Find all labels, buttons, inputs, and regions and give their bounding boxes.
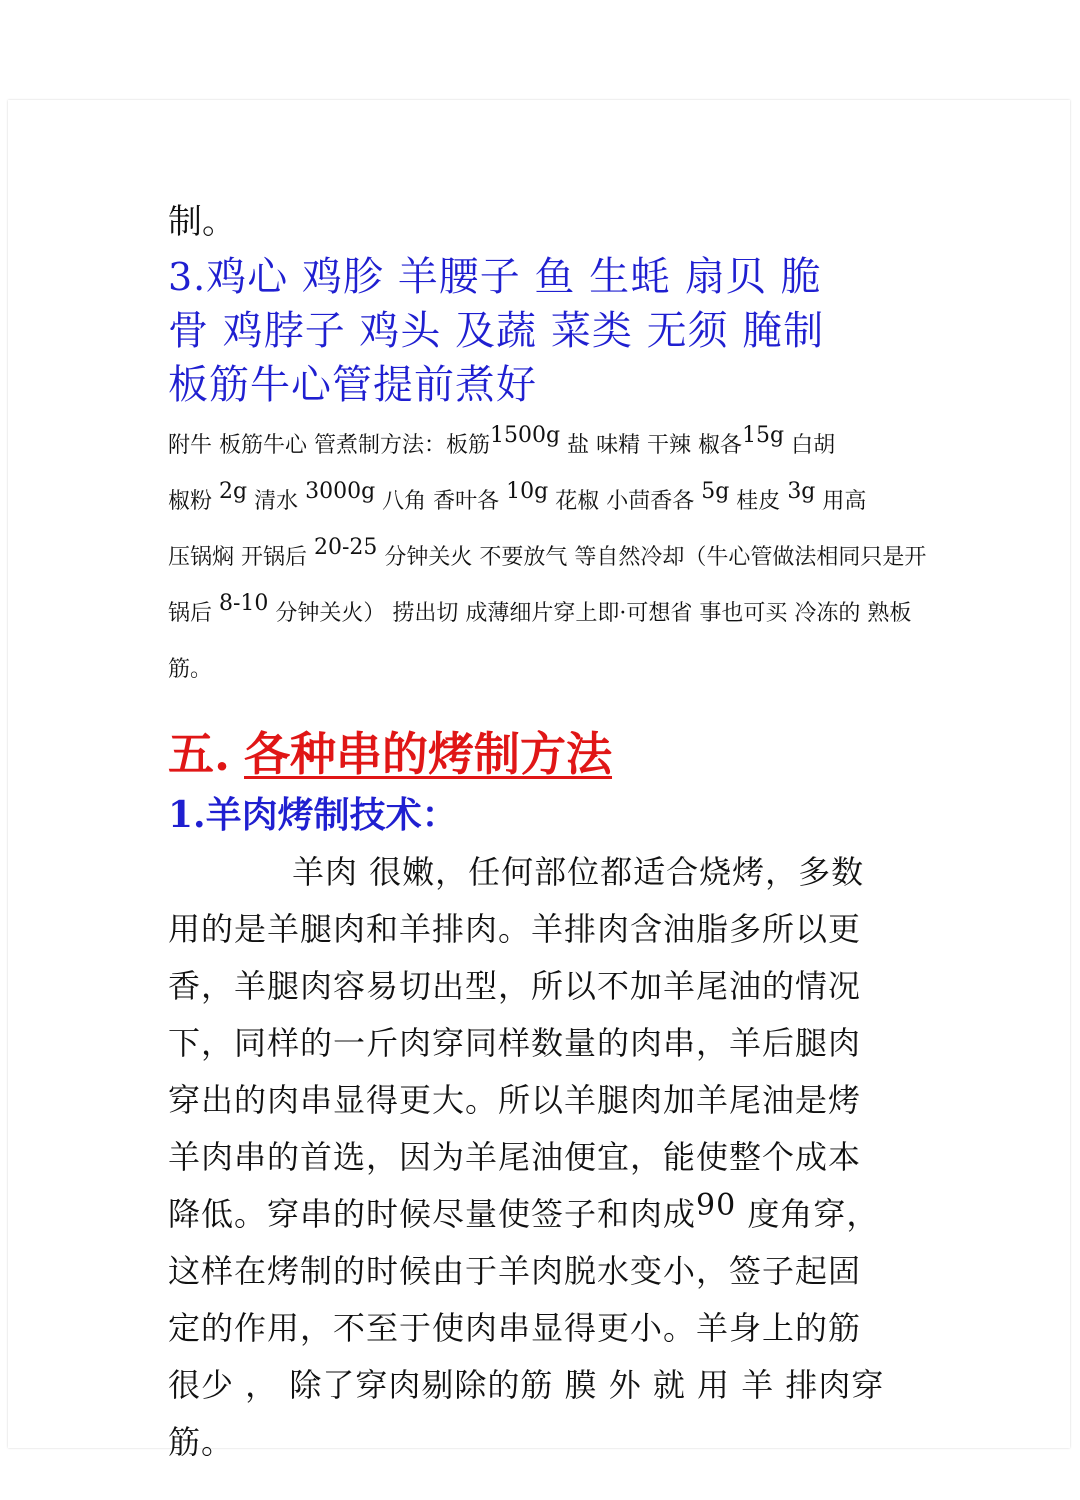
para-line-4: 下，同样的一斤肉穿同样数量的肉串，羊后腿肉 [168,1024,862,1062]
para-line-7: 降低。穿串的时候尽量使签子和肉成$^{90}$ 度角穿， [168,1188,880,1233]
section-title-text: 各种串的烤制方法 [244,727,613,781]
cooking-note [168,418,968,698]
section-heading [168,724,968,784]
para-line-8: 这样在烤制的时候由于羊肉脱水变小，签子起固 [168,1252,862,1290]
para-line-2: 用的是羊腿肉和羊排肉。羊排肉含油脂多所以更 [168,910,862,948]
para-line-1: 羊肉 很嫩，任何部位都适合烧烤，多数 [292,853,865,891]
para-line-9: 定的作用，不至于使肉串显得更小。羊身上的筋 [168,1309,862,1347]
para-line-11: 筋。 [168,1423,235,1461]
note-line-1: 附牛 板筋牛心 管煮制方法：板筋$^{1500g}$ 盐 味精 干辣 椒各$^{15g}$ 白胡 [168,423,836,458]
note-line-4: 锅后 $^{8-10}$ 分钟关火） 捞出切 成薄细片穿上即·可想省 事也可买 冷冻的 熟板 [168,591,912,626]
para-line-3: 香，羊腿肉容易切出型，所以不加羊尾油的情况 [168,967,862,1005]
lamb-paragraph [168,844,968,1471]
item-3-list [168,250,968,412]
document-content [168,200,968,1471]
item-3-line-2: 骨 鸡脖子 鸡头 及蔬 菜类 无须 腌制 [168,308,825,354]
continuation-text: 制。 [168,202,236,242]
document-page [8,100,1070,1461]
para-line-10: 很少 ， 除了穿肉剔除的筋 膜 外 就 用 羊 排肉穿 [168,1366,885,1404]
note-line-5: 筋。 [168,657,213,682]
note-line-2: 椒粉 $^{2g}$ 清水 $^{3000g}$ 八角 香叶各 $^{10g}$ 花椒 小茴香各 $^{5g}$ 桂皮 $^{3g}$ 用高 [168,479,867,514]
item-3-line-1: 3.鸡心 鸡胗 羊腰子 鱼 生蚝 扇贝 脆 [168,254,822,300]
item-3-line-3: 板筋牛心管提前煮好 [168,362,537,408]
item-3-number: 3. [168,255,207,299]
note-line-3: 压锅焖 开锅后 $^{20-25}$ 分钟关火 不要放气 等自然冷却（牛心管做法相同只是开 [168,535,927,570]
section-number: 五. [168,727,231,781]
para-line-6: 羊肉串的首选，因为羊尾油便宜，能使整个成本 [168,1138,862,1176]
para-line-5: 穿出的肉串显得更大。所以羊腿肉加羊尾油是烤 [168,1081,862,1119]
subsection-heading: 1.羊肉烤制技术： [168,794,458,836]
